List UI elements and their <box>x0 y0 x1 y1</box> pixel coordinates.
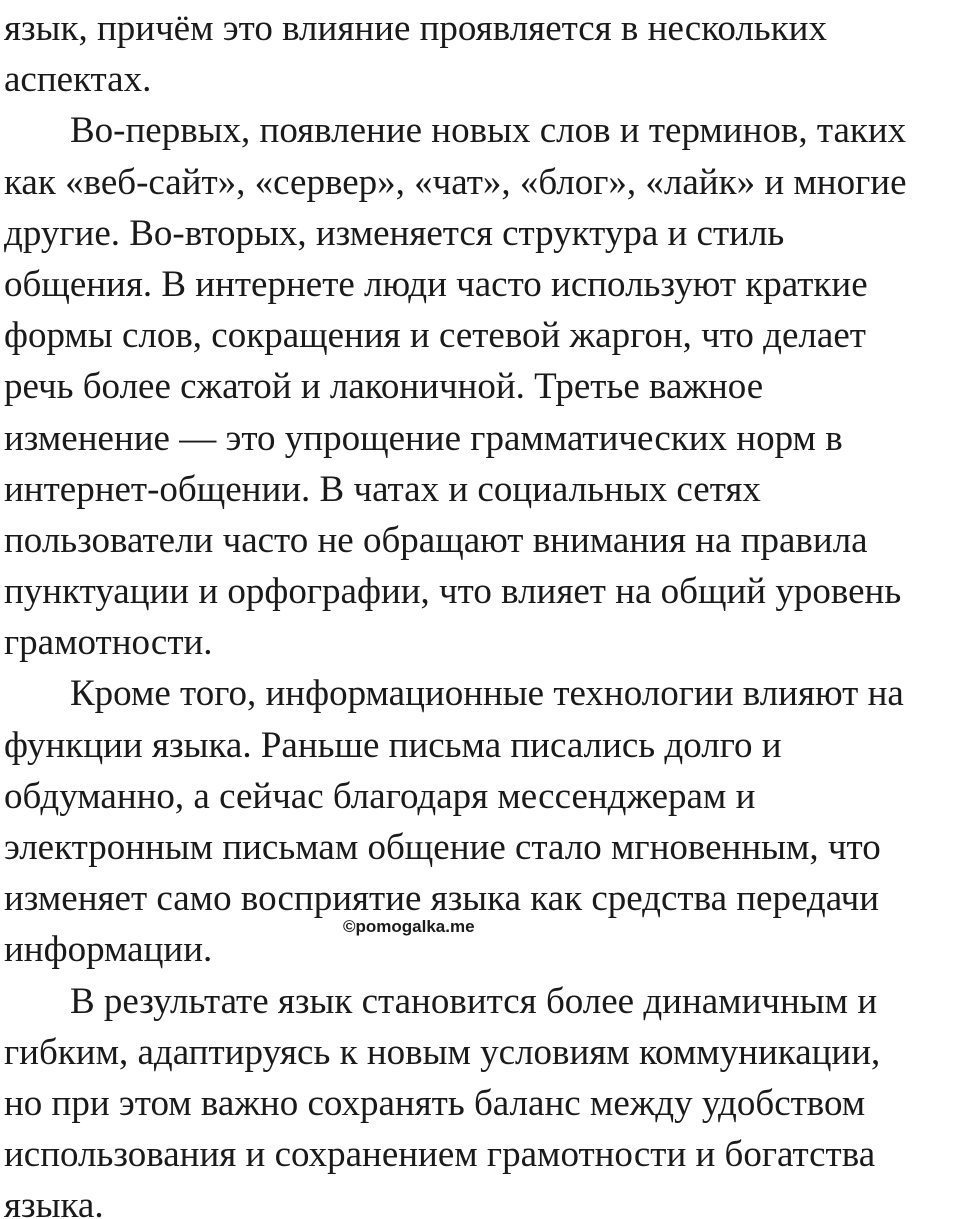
text-line: пользователи часто не обращают внимания на правила <box>4 519 868 561</box>
text-line: грамотности. <box>4 622 213 664</box>
text-line: информации. <box>4 929 213 971</box>
text-line: формы слов, сокращения и сетевой жаргон, что делает <box>4 315 866 357</box>
text-line: функции языка. Раньше письма писались долго и <box>4 724 782 766</box>
text-line: но при этом важно сохранять баланс между удобством <box>4 1082 866 1124</box>
text-line: обдуманно, а сейчас благодаря мессенджерам и <box>4 775 756 817</box>
text-line: гибким, адаптируясь к новым условиям коммуникации, <box>4 1031 881 1073</box>
text-line: языка. <box>4 1185 104 1219</box>
text-line: как «веб-сайт», «сервер», «чат», «блог», «лайк» и многие <box>4 161 907 203</box>
text-line: другие. Во-вторых, изменяется структура и стиль <box>4 212 785 254</box>
text-line: изменение — это упрощение грамматических норм в <box>4 417 843 459</box>
text-line: Кроме того, информационные технологии влияют на <box>70 673 904 715</box>
text-line: электронным письмам общение стало мгновенным, что <box>4 827 881 868</box>
text-line: язык, причём это влияние проявляется в нескольких <box>4 8 827 49</box>
text-line: аспектах. <box>4 59 152 101</box>
text-line: изменяет само восприятие языка как средства передачи <box>4 878 880 920</box>
watermark: ©pomogalka.me <box>343 917 475 936</box>
text-line: речь более сжатой и лаконичной. Третье важное <box>4 366 764 408</box>
text-line: В результате язык становится более динамичным и <box>70 980 878 1022</box>
text-line: использования и сохранением грамотности и богатства <box>4 1134 876 1176</box>
text-line: общения. В интернете люди часто используют краткие <box>4 263 868 305</box>
text-line: Во-первых, появление новых слов и терминов, таких <box>70 110 907 152</box>
text-line: пунктуации и орфографии, что влияет на общий уровень <box>4 571 902 613</box>
text-line: интернет-общении. В чатах и социальных сетях <box>4 468 761 510</box>
body-text <box>4 3 960 1219</box>
